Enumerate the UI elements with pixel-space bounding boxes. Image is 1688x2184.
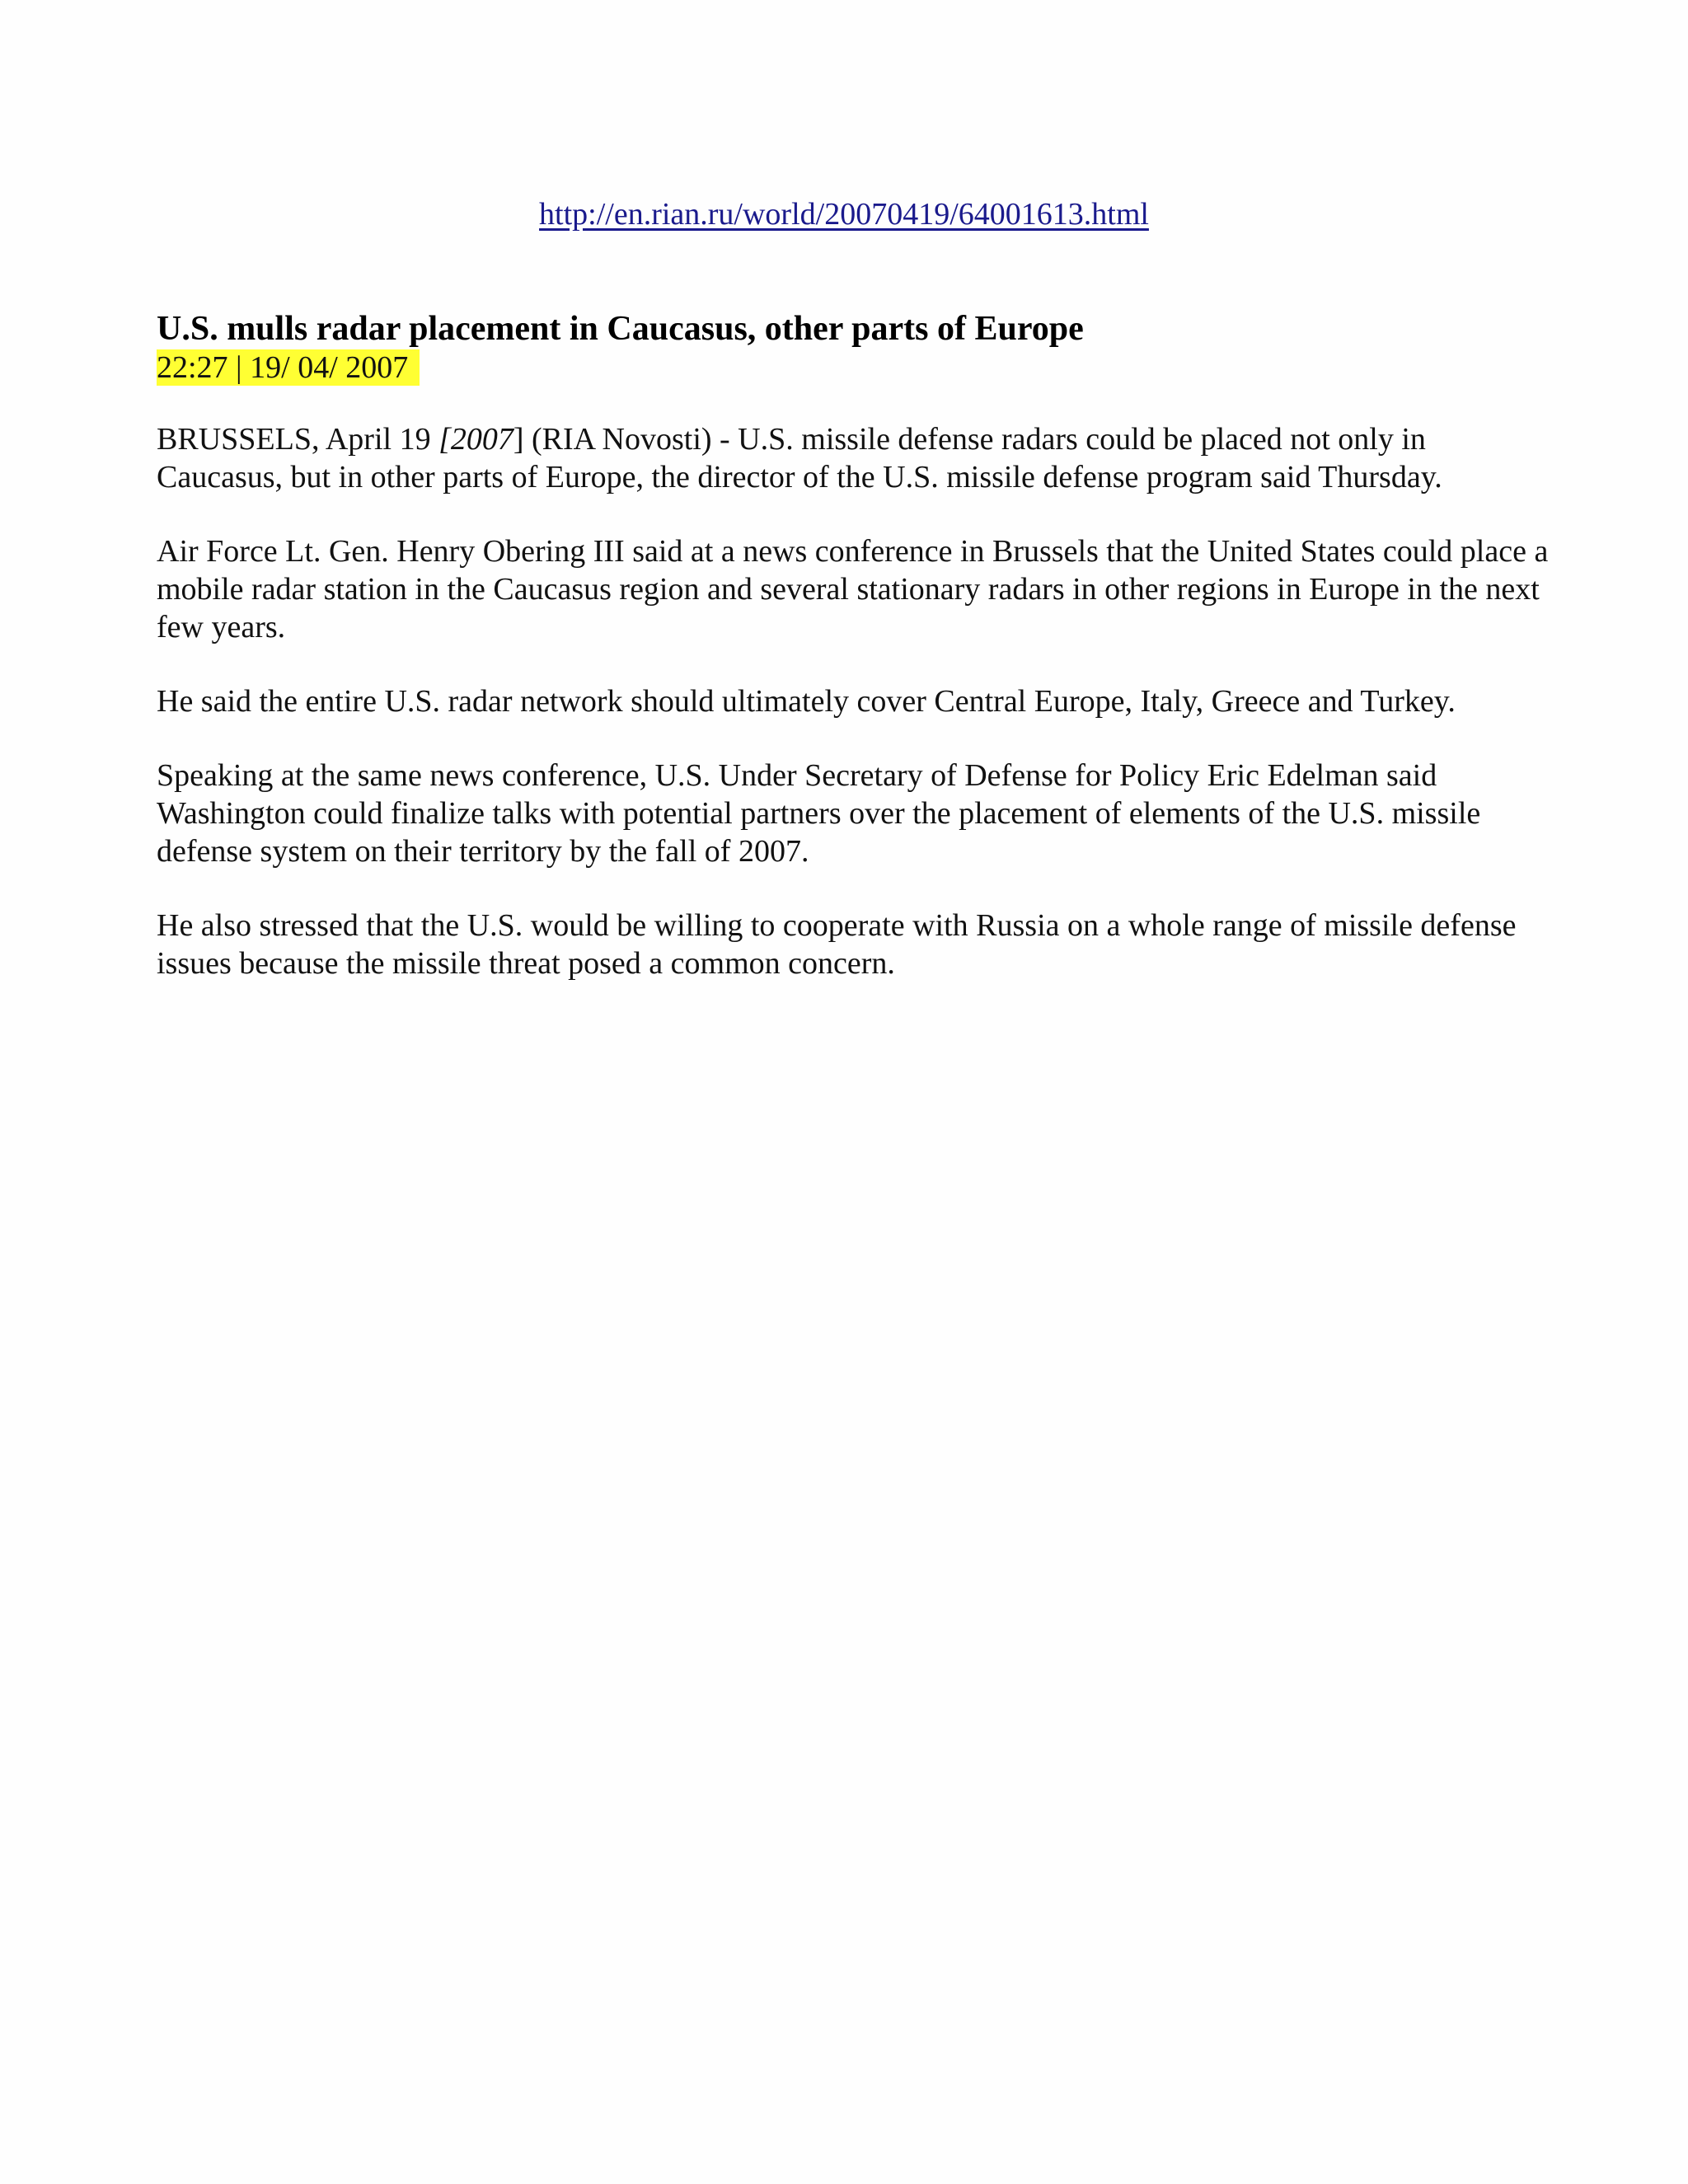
- dateline-year: [2007: [438, 422, 513, 457]
- article-paragraph-2: Air Force Lt. Gen. Henry Obering III said at a news conference in Brussels that the United States could place a mobile radar station in the Caucasus region and several stationary radars in other regions in Europe in the next few years.: [157, 534, 1549, 644]
- article-headline: U.S. mulls radar placement in Caucasus, other parts of Europe: [157, 310, 1084, 348]
- article-timestamp: 22:27 | 19/ 04/ 2007: [157, 349, 420, 386]
- article-paragraph-5: He also stressed that the U.S. would be willing to cooperate with Russia on a whole range of missile defense issues because the missile threat posed a common concern.: [157, 908, 1517, 981]
- source-url-link[interactable]: http://en.rian.ru/world/20070419/64001613.html: [539, 197, 1149, 232]
- article-paragraph-1: [157, 420, 1550, 496]
- dateline-text: BRUSSELS, April 19: [157, 422, 439, 457]
- article-paragraph-4: Speaking at the same news conference, U.S. Under Secretary of Defense for Policy Eric Edelman said Washington could finalize talks with potential partners over the placement of elements of the U.S. missile defense system on their territory by the fall of 2007.: [157, 758, 1481, 869]
- article: [157, 308, 1550, 982]
- paragraph-1-body: ] (RIA Novosti) - U.S. missile defense radars could be placed not only in Caucasus, but in other parts of Europe, the director of the U.S. missile defense program said Thursday.: [157, 422, 1442, 494]
- article-paragraph-3: He said the entire U.S. radar network should ultimately cover Central Europe, Italy, Greece and Turkey.: [157, 684, 1456, 719]
